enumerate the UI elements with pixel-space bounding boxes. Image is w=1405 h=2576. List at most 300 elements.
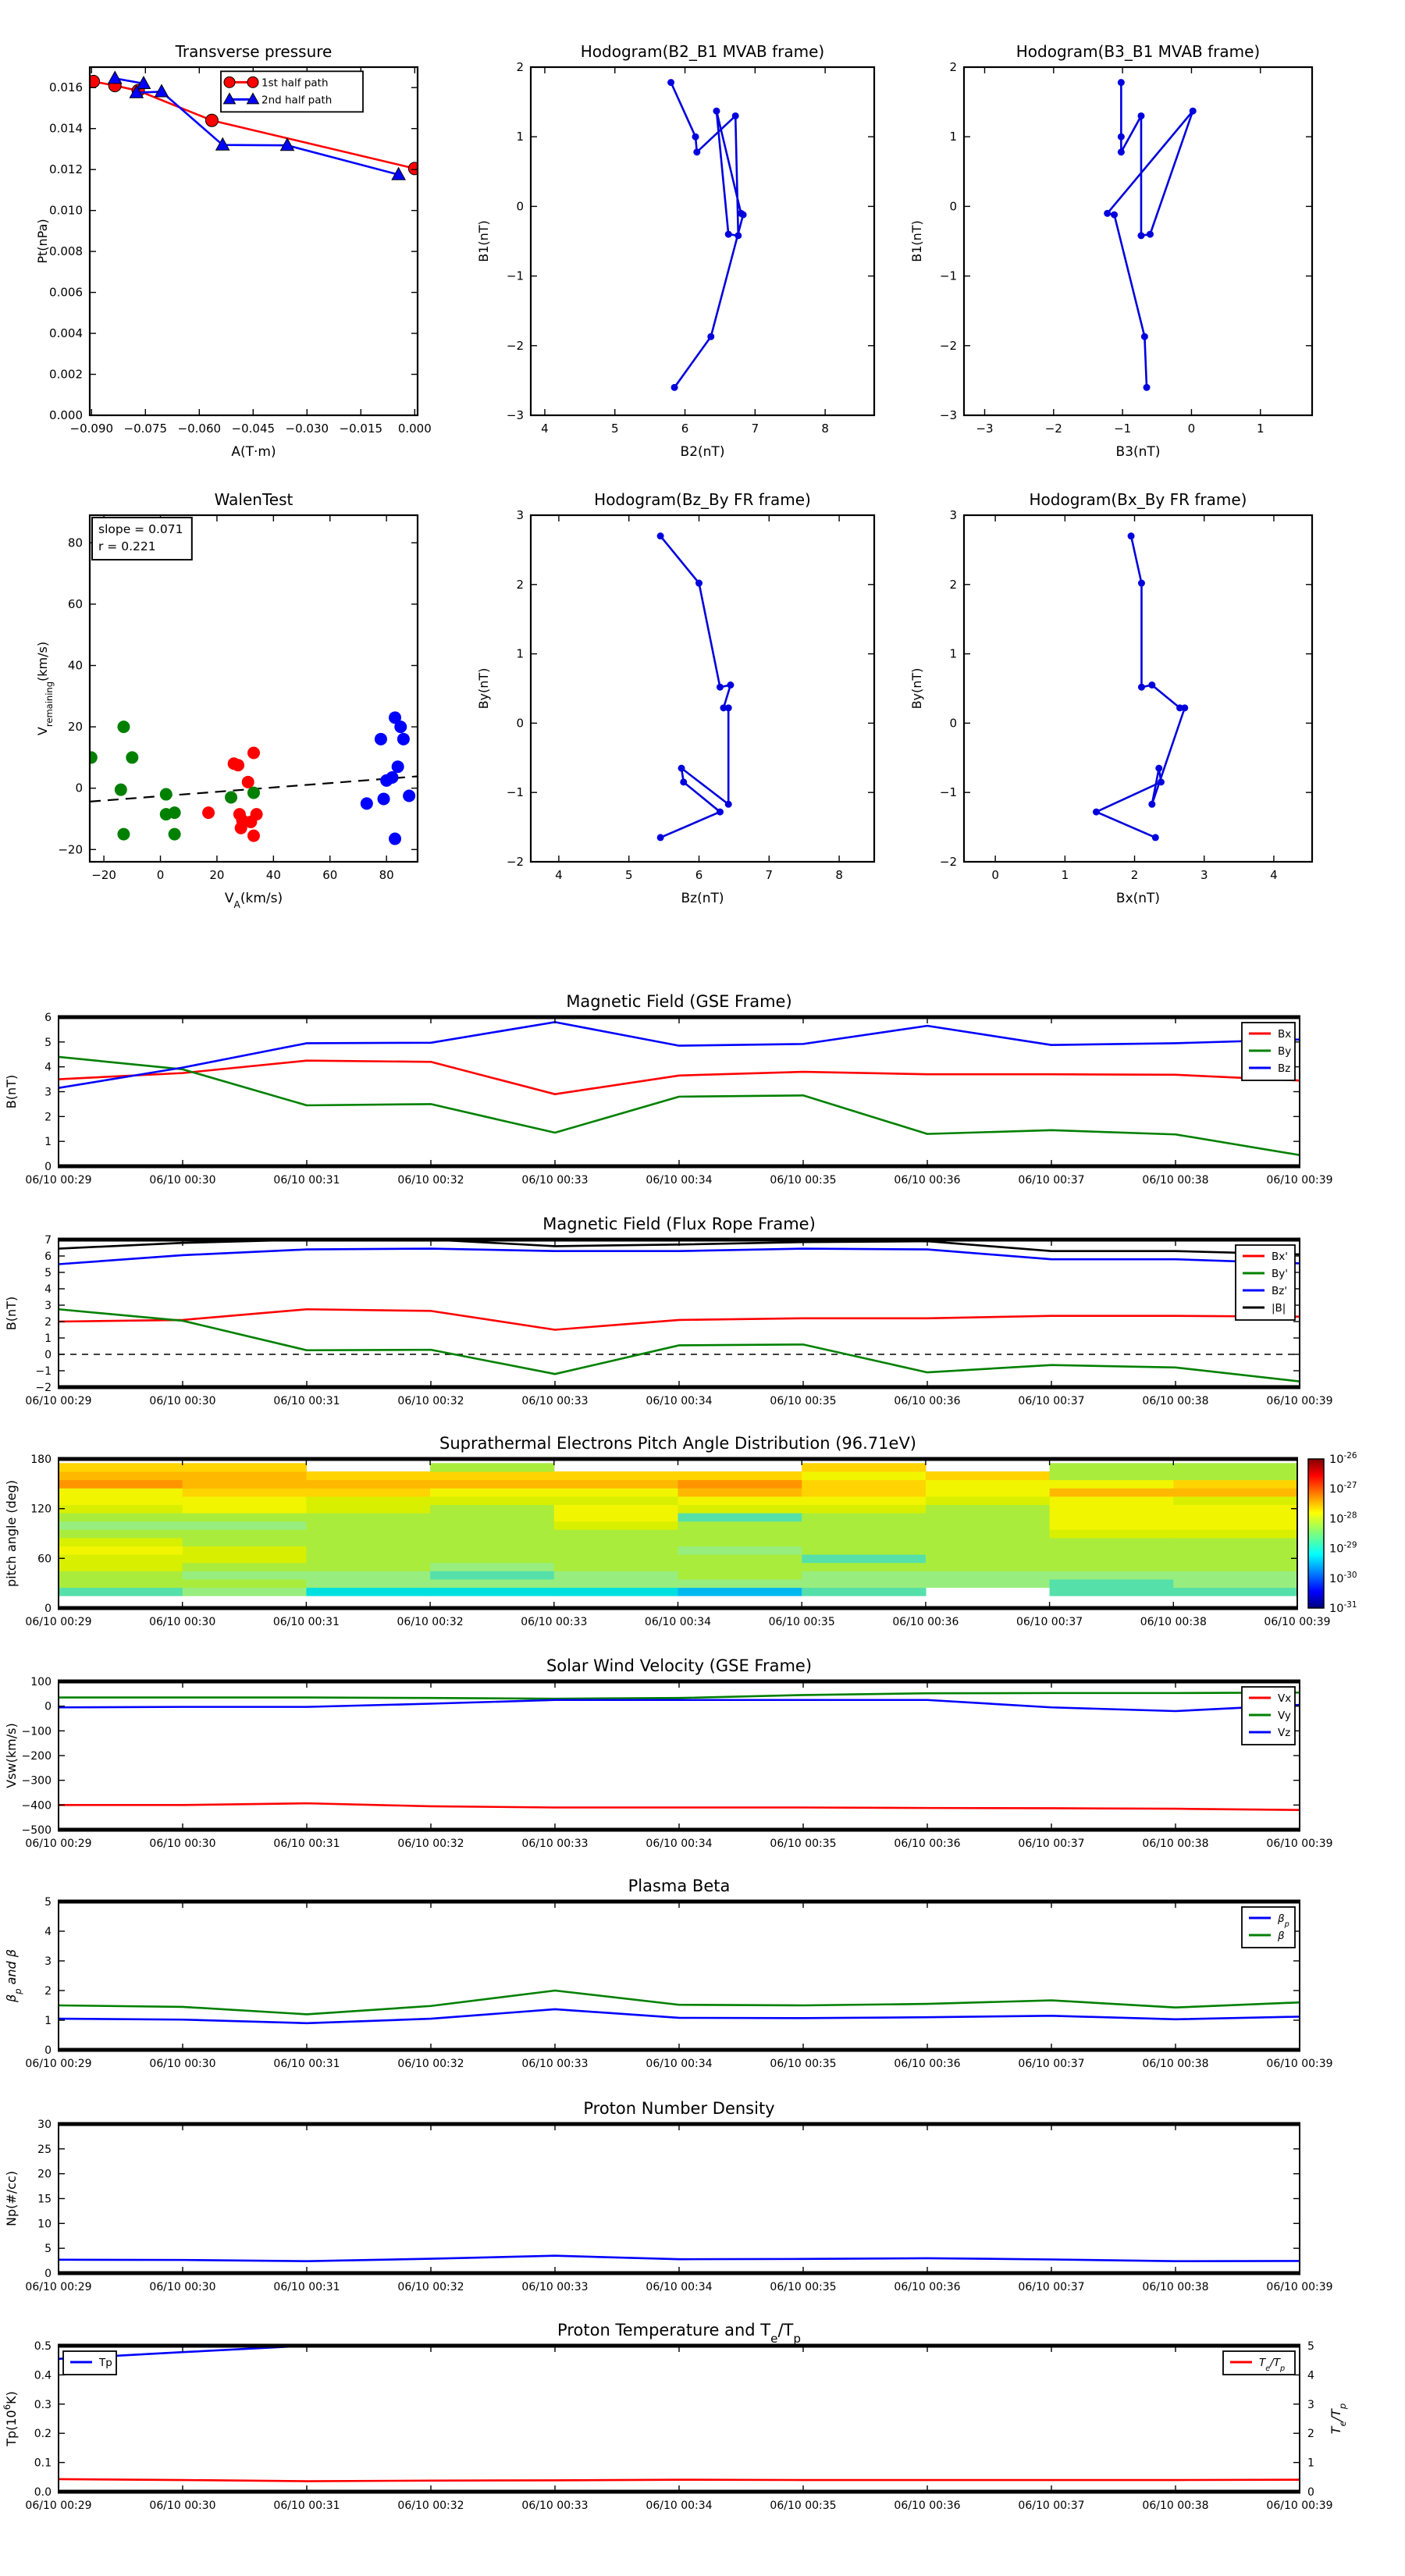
svg-text:100: 100	[30, 1676, 52, 1688]
svg-text:5: 5	[610, 422, 619, 436]
svg-text:−2: −2	[506, 338, 524, 353]
panel-title: Plasma Beta	[628, 1877, 731, 1895]
axes-frame	[531, 67, 874, 415]
svg-text:06/10 00:35: 06/10 00:35	[770, 2281, 837, 2293]
svg-text:06/10 00:38: 06/10 00:38	[1142, 1395, 1209, 1407]
svg-text:4: 4	[44, 1926, 52, 1938]
panel-p-pad	[0, 1429, 1405, 1663]
svg-text:4: 4	[555, 868, 563, 882]
svg-text:06/10 00:32: 06/10 00:32	[397, 2500, 464, 2512]
svg-text:06/10 00:36: 06/10 00:36	[894, 1838, 961, 1850]
x-tick-labels	[25, 2500, 1332, 2512]
x-tick-labels	[91, 868, 393, 882]
svg-text:06/10 00:32: 06/10 00:32	[397, 1395, 464, 1407]
legend-item-label: Bz	[1278, 1062, 1291, 1075]
svg-text:1: 1	[516, 646, 524, 661]
svg-text:−500: −500	[21, 1824, 52, 1837]
legend-item-label: |B|	[1272, 1302, 1286, 1315]
panel-p-hodo-xby	[909, 467, 1393, 935]
svg-text:4: 4	[541, 422, 549, 436]
y-axis-label: Np(#/cc)	[4, 2171, 19, 2226]
y-tick-labels	[940, 508, 957, 869]
legend	[1236, 1245, 1295, 1320]
legend	[221, 71, 363, 112]
tick-marks	[59, 2346, 1300, 2492]
svg-text:30: 30	[37, 2119, 52, 2131]
svg-text:6: 6	[44, 1251, 52, 1263]
svg-text:06/10 00:38: 06/10 00:38	[1140, 1616, 1207, 1628]
svg-text:2: 2	[516, 577, 524, 592]
svg-text:60: 60	[322, 868, 338, 882]
svg-text:0.0: 0.0	[34, 2486, 52, 2499]
svg-text:0.012: 0.012	[49, 162, 83, 177]
scatter-outer-interval	[361, 711, 415, 845]
svg-text:06/10 00:32: 06/10 00:32	[397, 2281, 464, 2293]
svg-text:06/10 00:38: 06/10 00:38	[1142, 2281, 1209, 2293]
svg-text:06/10 00:33: 06/10 00:33	[521, 1395, 589, 1407]
panel-p-walen	[31, 467, 468, 935]
svg-text:06/10 00:34: 06/10 00:34	[646, 2058, 713, 2070]
panel-title: Suprathermal Electrons Pitch Angle Distribution (96.71eV)	[439, 1434, 916, 1453]
svg-text:0.016: 0.016	[49, 80, 83, 95]
svg-text:06/10 00:35: 06/10 00:35	[770, 1174, 837, 1187]
svg-text:06/10 00:37: 06/10 00:37	[1018, 1838, 1085, 1850]
y-tick-labels	[37, 2119, 52, 2280]
svg-text:06/10 00:33: 06/10 00:33	[521, 1838, 589, 1850]
svg-text:06/10 00:37: 06/10 00:37	[1016, 1616, 1083, 1628]
tick-marks	[59, 1902, 1300, 2050]
y-axis-label: Vsw(km/s)	[4, 1723, 19, 1788]
y-axis-label: $V_{remaining}(km/s)$	[35, 641, 55, 736]
series-vz	[59, 1700, 1300, 1711]
svg-text:5: 5	[44, 2243, 52, 2256]
legend	[1242, 1023, 1295, 1080]
svg-text:06/10 00:34: 06/10 00:34	[646, 1174, 713, 1187]
axes-frame	[90, 67, 418, 415]
svg-text:1: 1	[949, 130, 957, 144]
panel-title: Solar Wind Velocity (GSE Frame)	[546, 1656, 813, 1675]
svg-text:06/10 00:31: 06/10 00:31	[273, 2058, 340, 2070]
x-tick-labels	[555, 868, 843, 882]
panel-p-vsw	[0, 1655, 1405, 1889]
svg-text:5: 5	[624, 868, 633, 882]
svg-text:06/10 00:32: 06/10 00:32	[397, 1616, 464, 1628]
svg-text:180: 180	[30, 1453, 52, 1466]
svg-text:−2: −2	[939, 338, 957, 353]
svg-text:06/10 00:31: 06/10 00:31	[273, 2500, 340, 2512]
tick-marks	[964, 67, 1312, 415]
svg-text:3: 3	[516, 508, 524, 522]
colorbar-tick-label: $10^{-30}$	[1329, 1570, 1357, 1585]
legend-item-label: β	[1278, 1930, 1285, 1942]
svg-text:06/10 00:32: 06/10 00:32	[397, 1838, 464, 1850]
svg-text:60: 60	[67, 596, 83, 611]
panel-p-bfr	[0, 1202, 1405, 1436]
svg-text:0: 0	[44, 1700, 52, 1713]
x-tick-labels	[25, 1174, 1332, 1187]
svg-text:06/10 00:29: 06/10 00:29	[25, 2058, 92, 2070]
svg-text:2: 2	[949, 60, 957, 74]
svg-text:06/10 00:32: 06/10 00:32	[397, 1174, 464, 1187]
series-tetp	[59, 2479, 1300, 2482]
svg-text:06/10 00:39: 06/10 00:39	[1266, 1838, 1333, 1850]
svg-text:0.3: 0.3	[34, 2398, 52, 2411]
series-	[59, 1991, 1300, 2014]
series-vx	[59, 1803, 1300, 1810]
panel-title: Hodogram(Bx_By FR frame)	[1029, 490, 1247, 509]
svg-text:40: 40	[67, 658, 83, 673]
legend-item-label: Tp	[99, 2357, 112, 2369]
legend-item-label: 1st half path	[261, 76, 329, 90]
svg-text:2: 2	[516, 60, 524, 74]
legend-item-label: $\beta_p$	[1278, 1912, 1289, 1929]
svg-text:10: 10	[37, 2218, 52, 2231]
svg-text:2: 2	[1130, 868, 1139, 882]
svg-text:06/10 00:37: 06/10 00:37	[1018, 2500, 1085, 2512]
svg-text:0.000: 0.000	[397, 422, 432, 436]
colorbar-tick-label: $10^{-29}$	[1329, 1540, 1357, 1556]
y-tick-labels	[44, 1012, 52, 1173]
svg-text:6: 6	[681, 422, 689, 436]
svg-text:06/10 00:36: 06/10 00:36	[894, 2281, 961, 2293]
svg-text:3: 3	[1200, 868, 1208, 882]
svg-text:7: 7	[44, 1234, 52, 1247]
svg-text:06/10 00:30: 06/10 00:30	[149, 1174, 216, 1187]
y-tick-labels	[507, 60, 524, 422]
svg-text:−400: −400	[21, 1799, 52, 1813]
svg-text:3: 3	[1307, 2398, 1314, 2411]
colorbar-tick-label: $10^{-31}$	[1329, 1600, 1357, 1615]
svg-text:06/10 00:34: 06/10 00:34	[646, 2500, 713, 2512]
svg-text:0: 0	[516, 199, 524, 214]
right-y-axis-label: $T_e/T_p$	[1329, 2403, 1348, 2435]
svg-text:5: 5	[44, 1267, 52, 1279]
x-tick-labels	[25, 2281, 1332, 2293]
svg-text:60: 60	[37, 1553, 52, 1566]
svg-text:06/10 00:38: 06/10 00:38	[1142, 2500, 1209, 2512]
colorbar-tick-label: $10^{-27}$	[1329, 1481, 1357, 1496]
svg-text:06/10 00:35: 06/10 00:35	[768, 1616, 835, 1628]
series-bz	[59, 1022, 1300, 1087]
svg-text:1: 1	[44, 1136, 52, 1149]
svg-text:0.014: 0.014	[49, 121, 83, 136]
svg-text:06/10 00:31: 06/10 00:31	[273, 1174, 340, 1187]
svg-text:−20: −20	[58, 842, 83, 857]
scatter-mid-interval	[85, 720, 260, 841]
svg-text:−1: −1	[939, 785, 957, 800]
tick-marks	[59, 1240, 1300, 1387]
svg-text:slope = 0.071: slope = 0.071	[98, 522, 183, 536]
svg-text:−20: −20	[91, 868, 116, 882]
svg-text:0.1: 0.1	[34, 2457, 52, 2470]
panel-title: Hodogram(B3_B1 MVAB frame)	[1016, 42, 1261, 61]
panel-p-hodo-b3b1	[909, 22, 1393, 471]
svg-text:8: 8	[821, 422, 829, 436]
svg-text:06/10 00:36: 06/10 00:36	[894, 1395, 961, 1407]
legend-item-label: By'	[1272, 1268, 1288, 1280]
svg-text:0.010: 0.010	[49, 203, 83, 218]
tick-marks	[90, 67, 418, 415]
svg-text:4: 4	[1307, 2369, 1314, 2382]
svg-text:120: 120	[30, 1503, 52, 1516]
svg-text:0: 0	[516, 716, 524, 731]
svg-text:−0.075: −0.075	[123, 422, 168, 436]
panel-title: WalenTest	[214, 490, 293, 509]
axes-frame	[59, 1017, 1300, 1166]
svg-text:06/10 00:30: 06/10 00:30	[149, 1616, 216, 1628]
svg-text:0.002: 0.002	[49, 367, 83, 382]
svg-text:06/10 00:32: 06/10 00:32	[397, 2058, 464, 2070]
svg-text:1: 1	[1256, 422, 1264, 436]
panel-p-hodo-zby	[476, 467, 921, 935]
svg-text:06/10 00:31: 06/10 00:31	[272, 1616, 340, 1628]
svg-text:−3: −3	[506, 408, 524, 422]
panel-p-hodo-b2b1	[476, 22, 921, 471]
svg-text:−0.030: −0.030	[285, 422, 329, 436]
legend-item-label: Vx	[1278, 1692, 1292, 1705]
svg-text:4: 4	[44, 1283, 52, 1296]
y-tick-labels	[44, 1896, 52, 2057]
svg-text:80: 80	[67, 535, 83, 550]
svg-text:06/10 00:33: 06/10 00:33	[521, 2500, 589, 2512]
svg-text:−1: −1	[1114, 422, 1132, 436]
colorbar	[1308, 1451, 1357, 1615]
x-tick-labels	[25, 1395, 1332, 1407]
svg-text:80: 80	[379, 868, 394, 882]
y-tick-labels	[34, 2340, 1314, 2499]
svg-text:06/10 00:31: 06/10 00:31	[273, 1838, 340, 1850]
y-axis-label: B1(nT)	[476, 220, 491, 262]
x-axis-label: Bx(nT)	[1115, 891, 1161, 906]
y-axis-label: pitch angle (deg)	[4, 1479, 19, 1588]
svg-text:−2: −2	[939, 855, 957, 869]
svg-text:0: 0	[949, 199, 957, 214]
axes-frame	[59, 1902, 1300, 2050]
svg-text:−2: −2	[35, 1382, 52, 1394]
svg-text:−3: −3	[939, 408, 957, 422]
svg-text:−100: −100	[21, 1725, 52, 1738]
svg-text:06/10 00:29: 06/10 00:29	[25, 1174, 92, 1187]
x-tick-labels	[70, 422, 432, 436]
y-tick-labels	[940, 60, 957, 422]
svg-text:06/10 00:37: 06/10 00:37	[1018, 2058, 1085, 2070]
svg-text:7: 7	[751, 422, 759, 436]
svg-text:1: 1	[44, 2015, 52, 2027]
svg-text:3: 3	[44, 1955, 52, 1968]
svg-text:06/10 00:38: 06/10 00:38	[1142, 1838, 1209, 1850]
legend	[1242, 1687, 1295, 1745]
svg-text:06/10 00:34: 06/10 00:34	[646, 1838, 713, 1850]
svg-text:06/10 00:34: 06/10 00:34	[646, 2281, 713, 2293]
svg-text:−300: −300	[21, 1774, 52, 1788]
svg-text:8: 8	[835, 868, 843, 882]
svg-text:3: 3	[44, 1300, 52, 1312]
legend-item-label: Bx'	[1272, 1251, 1288, 1263]
legend-item-label: By	[1278, 1045, 1292, 1058]
svg-text:06/10 00:30: 06/10 00:30	[149, 2058, 216, 2070]
svg-text:−0.090: −0.090	[69, 422, 114, 436]
svg-text:1: 1	[516, 130, 524, 144]
svg-text:0.006: 0.006	[49, 285, 83, 300]
svg-text:06/10 00:39: 06/10 00:39	[1266, 2500, 1333, 2512]
svg-text:−1: −1	[506, 785, 524, 800]
svg-text:20: 20	[67, 720, 83, 735]
svg-text:25: 25	[37, 2143, 52, 2156]
panel-p-bgse	[0, 976, 1405, 1210]
y-tick-labels	[35, 1234, 52, 1394]
series-hodogram	[1093, 532, 1188, 841]
legend-item-label: $T_e/T_p$	[1259, 2357, 1286, 2373]
y-axis-label: Pt(nPa)	[35, 219, 50, 264]
series-hodogram	[1104, 79, 1197, 391]
svg-text:1: 1	[1061, 868, 1069, 882]
svg-text:−1: −1	[506, 269, 524, 283]
x-tick-labels	[25, 2058, 1332, 2070]
series-vy	[59, 1692, 1300, 1699]
svg-text:06/10 00:39: 06/10 00:39	[1266, 2281, 1333, 2293]
svg-text:4: 4	[44, 1061, 52, 1074]
svg-text:06/10 00:29: 06/10 00:29	[25, 1395, 92, 1407]
svg-text:1: 1	[1307, 2457, 1314, 2470]
series-bx	[59, 1061, 1300, 1094]
svg-text:20: 20	[209, 868, 225, 882]
y-tick-labels	[507, 508, 524, 869]
x-axis-label: $V_A(km/s)$	[224, 891, 283, 910]
svg-text:6: 6	[44, 1012, 52, 1024]
legend-item-label: Bx	[1278, 1028, 1292, 1041]
x-axis-label: B3(nT)	[1115, 444, 1161, 460]
svg-text:r = 0.221: r = 0.221	[98, 539, 156, 553]
svg-text:06/10 00:29: 06/10 00:29	[25, 1838, 92, 1850]
svg-text:0.5: 0.5	[34, 2340, 52, 2353]
svg-text:06/10 00:34: 06/10 00:34	[644, 1616, 712, 1628]
svg-text:06/10 00:39: 06/10 00:39	[1266, 2058, 1333, 2070]
svg-text:3: 3	[44, 1086, 52, 1099]
panel-title: Magnetic Field (GSE Frame)	[566, 992, 792, 1011]
legend	[1223, 2351, 1295, 2375]
tick-marks	[531, 67, 874, 415]
svg-text:0: 0	[44, 1161, 52, 1173]
svg-text:15: 15	[37, 2193, 52, 2206]
svg-text:−2: −2	[1044, 422, 1062, 436]
svg-text:0.2: 0.2	[34, 2428, 52, 2441]
svg-text:06/10 00:35: 06/10 00:35	[770, 1838, 837, 1850]
svg-text:06/10 00:30: 06/10 00:30	[149, 1395, 216, 1407]
y-tick-labels	[49, 80, 83, 422]
svg-text:06/10 00:38: 06/10 00:38	[1142, 1174, 1209, 1187]
svg-text:06/10 00:37: 06/10 00:37	[1018, 2281, 1085, 2293]
svg-text:06/10 00:29: 06/10 00:29	[25, 2281, 92, 2293]
svg-text:06/10 00:35: 06/10 00:35	[770, 1395, 837, 1407]
svg-text:0: 0	[44, 1603, 52, 1615]
svg-text:0: 0	[949, 716, 957, 731]
y-tick-labels	[22, 1676, 52, 1837]
svg-text:0: 0	[1187, 422, 1196, 436]
panel-p-pressure	[31, 22, 468, 471]
series-np	[59, 2256, 1300, 2261]
colorbar-tick-label: $10^{-26}$	[1329, 1451, 1357, 1466]
svg-text:−200: −200	[21, 1750, 52, 1763]
svg-text:06/10 00:33: 06/10 00:33	[521, 1174, 589, 1187]
svg-text:06/10 00:37: 06/10 00:37	[1018, 1395, 1085, 1407]
panel-title: Proton Number Density	[583, 2099, 775, 2118]
svg-text:0: 0	[156, 868, 165, 882]
svg-text:06/10 00:38: 06/10 00:38	[1142, 2058, 1209, 2070]
colorbar-tick-label: $10^{-28}$	[1329, 1510, 1357, 1526]
svg-text:06/10 00:31: 06/10 00:31	[273, 1395, 340, 1407]
svg-text:2: 2	[1307, 2428, 1314, 2441]
x-axis-label: B2(nT)	[680, 444, 725, 460]
x-axis-label: Bz(nT)	[681, 891, 724, 906]
svg-text:1: 1	[949, 646, 957, 661]
svg-text:06/10 00:35: 06/10 00:35	[770, 2058, 837, 2070]
svg-text:06/10 00:30: 06/10 00:30	[149, 2281, 216, 2293]
svg-text:0.000: 0.000	[49, 408, 83, 422]
legend	[1242, 1907, 1295, 1948]
panel-title: Transverse pressure	[175, 42, 333, 61]
svg-text:−2: −2	[506, 855, 524, 869]
series-hodogram	[667, 79, 746, 391]
tick-marks	[59, 2124, 1300, 2273]
y-axis-label: B1(nT)	[909, 220, 924, 262]
svg-text:2: 2	[44, 1111, 52, 1124]
y-axis-label: By(nT)	[476, 667, 491, 710]
axes-frame	[59, 1240, 1300, 1387]
panel-p-np	[0, 2100, 1405, 2334]
svg-text:0: 0	[44, 2044, 52, 2057]
svg-text:−0.045: −0.045	[231, 422, 276, 436]
svg-text:2: 2	[44, 1985, 52, 1998]
x-tick-labels	[991, 868, 1277, 882]
svg-text:20: 20	[37, 2168, 52, 2181]
svg-text:06/10 00:39: 06/10 00:39	[1266, 1395, 1333, 1407]
svg-text:06/10 00:30: 06/10 00:30	[149, 1838, 216, 1850]
legend-item-label: Bz'	[1272, 1285, 1288, 1297]
svg-text:06/10 00:33: 06/10 00:33	[521, 2058, 589, 2070]
panel-title: Hodogram(B2_B1 MVAB frame)	[580, 42, 825, 61]
panel-p-beta	[0, 1873, 1405, 2108]
svg-text:2: 2	[949, 577, 957, 592]
axes-frame	[531, 515, 874, 862]
tick-marks	[59, 1017, 1300, 1166]
svg-text:0: 0	[991, 868, 999, 882]
svg-text:06/10 00:35: 06/10 00:35	[770, 2500, 837, 2512]
svg-text:06/10 00:31: 06/10 00:31	[273, 2281, 340, 2293]
svg-text:−1: −1	[35, 1365, 52, 1378]
svg-text:06/10 00:29: 06/10 00:29	[25, 1616, 92, 1628]
svg-text:5: 5	[44, 1896, 52, 1909]
panel-title: Proton Temperature and $T_e/T_p$	[557, 2321, 801, 2346]
panel-title: Magnetic Field (Flux Rope Frame)	[542, 1215, 816, 1233]
svg-text:6: 6	[695, 868, 703, 882]
y-axis-label: $Tp(10^6K)$	[2, 2391, 19, 2446]
y-tick-labels	[30, 1453, 52, 1615]
svg-text:40: 40	[265, 868, 281, 882]
svg-text:06/10 00:39: 06/10 00:39	[1264, 1616, 1331, 1628]
svg-text:−0.060: −0.060	[177, 422, 222, 436]
svg-text:−0.015: −0.015	[339, 422, 383, 436]
svg-text:−3: −3	[976, 422, 994, 436]
tick-marks	[531, 515, 874, 862]
svg-text:06/10 00:36: 06/10 00:36	[894, 2058, 961, 2070]
series-bx	[59, 1309, 1300, 1329]
x-tick-labels	[976, 422, 1264, 436]
series-by	[59, 1057, 1300, 1155]
y-axis-label: $\beta_p$ and β	[4, 1948, 23, 2003]
y-axis-label: B(nT)	[4, 1296, 19, 1331]
heatmap-cells	[59, 1463, 1298, 1596]
svg-text:0.004: 0.004	[49, 326, 83, 341]
